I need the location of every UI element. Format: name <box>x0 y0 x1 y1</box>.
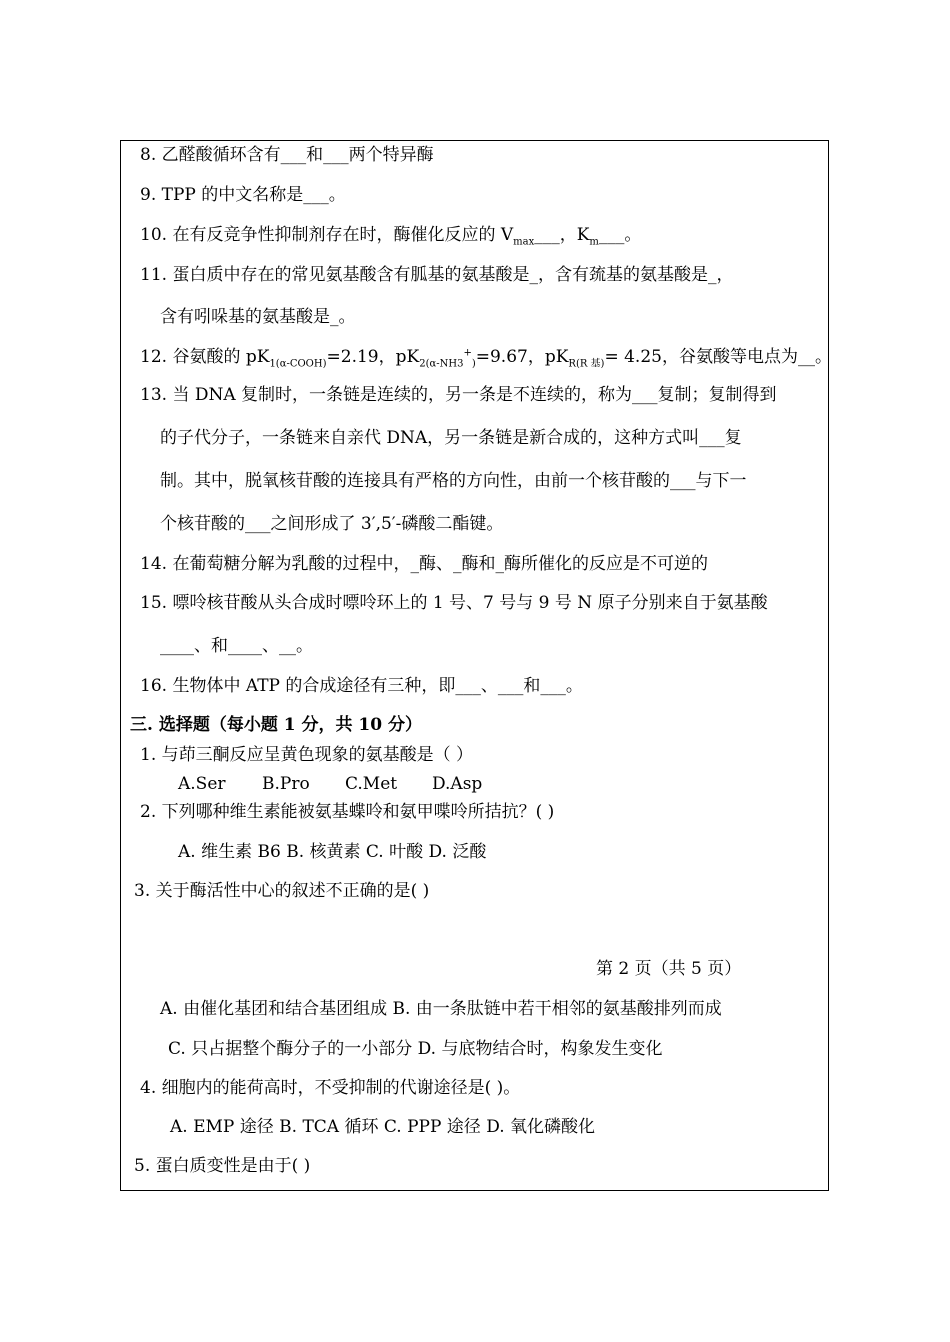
choice-4-options: A. EMP 途径 B. TCA 循环 C. PPP 途径 D. 氧化磷酸化 <box>170 1117 596 1137</box>
question-11-line2: 含有吲哚基的氨基酸是_。 <box>160 307 356 327</box>
choice-1-option-a: A.Ser <box>178 774 226 794</box>
q12-sub1: 1(α-COOH) <box>269 358 327 370</box>
question-13-line1: 13. 当 DNA 复制时，一条链是连续的，另一条是不连续的，称为___复制；复制得到 <box>140 385 777 405</box>
question-frame <box>120 140 829 1191</box>
question-10 <box>140 224 641 246</box>
section-heading-choice: 三. 选择题（每小题 1 分，共 10 分） <box>130 715 422 735</box>
q10-mid: ___，K <box>534 225 590 245</box>
q10-end: ___。 <box>598 225 642 245</box>
q12-b: =2.19，pK <box>326 347 420 367</box>
choice-question-2: 2. 下列哪种维生素能被氨基蝶呤和氨甲喋呤所拮抗？( ) <box>140 802 555 822</box>
q12-sub2: 2(α-NH3 <box>419 358 464 370</box>
q10-subscript-vmax: max <box>513 236 535 248</box>
choice-question-1: 1. 与茚三酮反应呈黄色现象的氨基酸是（ ） <box>140 745 474 765</box>
question-8: 8. 乙醛酸循环含有___和___两个特异酶 <box>140 145 434 165</box>
question-12 <box>140 346 832 368</box>
choice-1-option-d: D.Asp <box>432 774 483 794</box>
choice-question-3: 3. 关于酶活性中心的叙述不正确的是( ) <box>134 881 430 901</box>
q10-text: 10. 在有反竞争性抑制剂存在时，酶催化反应的 V <box>140 225 514 245</box>
question-13-line2: 的子代分子，一条链来自亲代 DNA，另一条链是新合成的，这种方式叫___复 <box>160 428 742 448</box>
q12-d: = 4.25，谷氨酸等电点为__。 <box>604 347 832 367</box>
q12-sup2: + <box>463 347 472 359</box>
q10-subscript-km: m <box>589 236 599 248</box>
question-15-line1: 15. 嘌呤核苷酸从头合成时嘌呤环上的 1 号、7 号与 9 号 N 原子分别来自于氨基酸 <box>140 593 768 613</box>
question-14: 14. 在葡萄糖分解为乳酸的过程中，_酶、_酶和_酶所催化的反应是不可逆的 <box>140 554 708 574</box>
question-13-line3: 制。其中，脱氧核苷酸的连接具有严格的方向性，由前一个核苷酸的___与下一 <box>160 471 747 491</box>
choice-1-option-c: C.Met <box>345 774 398 794</box>
question-16: 16. 生物体中 ATP 的合成途径有三种，即___、___和___。 <box>140 676 583 696</box>
question-11-line1: 11. 蛋白质中存在的常见氨基酸含有胍基的氨基酸是_，含有巯基的氨基酸是_， <box>140 265 734 285</box>
page-number: 第 2 页（共 5 页） <box>596 959 742 979</box>
question-9: 9. TPP 的中文名称是___。 <box>140 185 346 205</box>
choice-question-4: 4. 细胞内的能荷高时，不受抑制的代谢途径是( )。 <box>140 1078 521 1098</box>
choice-3-options-line2: C. 只占据整个酶分子的一小部分 D. 与底物结合时，构象发生变化 <box>168 1039 663 1059</box>
q12-sub2b: ) <box>471 358 476 370</box>
choice-1-option-b: B.Pro <box>262 774 310 794</box>
q12-a: 12. 谷氨酸的 pK <box>140 347 270 367</box>
q12-c: =9.67，pK <box>475 347 569 367</box>
choice-2-options: A. 维生素 B6 B. 核黄素 C. 叶酸 D. 泛酸 <box>178 842 487 862</box>
choice-3-options-line1: A. 由催化基团和结合基团组成 B. 由一条肽链中若干相邻的氨基酸排列而成 <box>160 999 722 1019</box>
choice-question-5: 5. 蛋白质变性是由于( ) <box>134 1156 311 1176</box>
choice-1-options <box>178 773 482 795</box>
q12-sub3: R(R 基) <box>568 358 605 370</box>
question-13-line4: 个核苷酸的___之间形成了 3′,5′-磷酸二酯键。 <box>160 514 504 534</box>
question-15-line2: ____、和____、__。 <box>160 636 313 656</box>
